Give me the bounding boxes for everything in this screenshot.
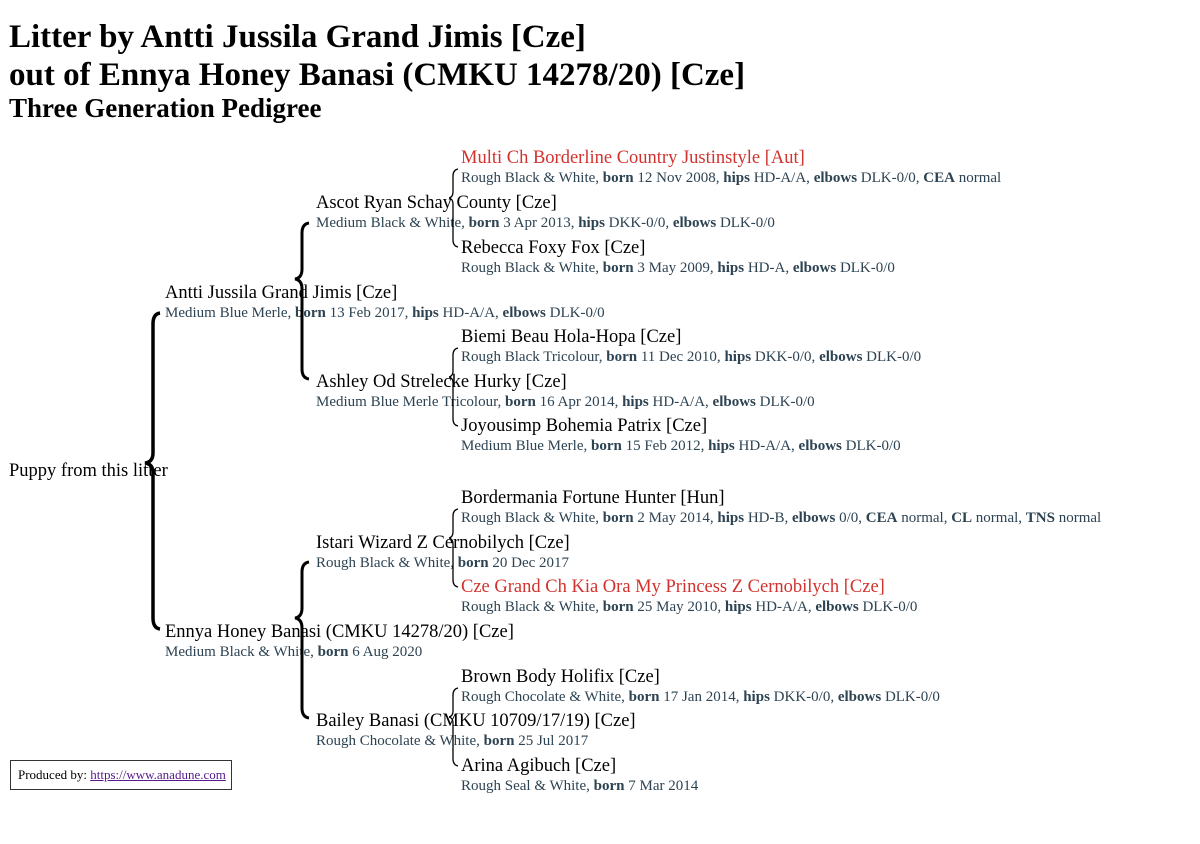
pedigree-entry-sire-sire-dam	[461, 237, 895, 277]
dog-name[interactable]: Biemi Beau Hola-Hopa [Cze]	[461, 327, 682, 347]
pedigree-entry-sire-sire	[316, 192, 775, 232]
dog-name[interactable]: Ascot Ryan Schay County [Cze]	[316, 193, 557, 213]
dog-details: Medium Blue Merle Tricolour, born 16 Apr 2014, hips HD-A/A, elbows DLK-0/0	[316, 394, 815, 410]
dog-name[interactable]: Bailey Banasi (CMKU 10709/17/19) [Cze]	[316, 711, 636, 731]
title-line-1: Litter by Antti Jussila Grand Jimis [Cze]	[9, 19, 586, 55]
pedigree-entry-dam-sire	[316, 532, 570, 572]
produced-by-box	[10, 760, 232, 790]
dog-details: Medium Blue Merle, born 15 Feb 2012, hips HD-A/A, elbows DLK-0/0	[461, 438, 901, 454]
dog-details: Rough Black Tricolour, born 11 Dec 2010, hips DKK-0/0, elbows DLK-0/0	[461, 349, 922, 365]
pedigree-entry-dam-sire-dam	[461, 576, 917, 616]
brace-dam-dam-parents	[449, 687, 459, 767]
dog-details: Rough Black & White, born 20 Dec 2017	[316, 555, 570, 571]
producer-link[interactable]: https://www.anadune.com	[90, 767, 226, 782]
brace-sire-dam-parents	[449, 347, 459, 427]
dog-details: Rough Black & White, born 12 Nov 2008, hips HD-A/A, elbows DLK-0/0, CEA normal	[461, 170, 1002, 186]
dog-name[interactable]: Rebecca Foxy Fox [Cze]	[461, 238, 646, 258]
dog-details: Medium Black & White, born 6 Aug 2020	[165, 644, 423, 660]
produced-by-label: Produced by:	[18, 767, 87, 782]
dog-name[interactable]: Arina Agibuch [Cze]	[461, 756, 617, 776]
dog-name[interactable]: Brown Body Holifix [Cze]	[461, 667, 660, 687]
pedigree-entry-sire-dam-sire	[461, 326, 921, 366]
pedigree-entry-dam-dam	[316, 710, 636, 750]
dog-details: Rough Black & White, born 25 May 2010, hips HD-A/A, elbows DLK-0/0	[461, 599, 918, 615]
dog-name[interactable]: Ennya Honey Banasi (CMKU 14278/20) [Cze]	[165, 622, 514, 642]
dog-details: Rough Chocolate & White, born 17 Jan 2014, hips DKK-0/0, elbows DLK-0/0	[461, 689, 940, 705]
dog-name[interactable]: Ashley Od Strelecke Hurky [Cze]	[316, 372, 567, 392]
pedigree-entry-dam	[165, 621, 514, 661]
title-line-2: out of Ennya Honey Banasi (CMKU 14278/20) [Cze]	[9, 57, 746, 93]
pedigree-entry-sire-dam	[316, 371, 815, 411]
puppy-label: Puppy from this litter	[9, 461, 168, 481]
brace-sire-sire-parents	[449, 168, 459, 248]
pedigree-entry-sire-dam-dam	[461, 415, 901, 455]
dog-name-champion[interactable]: Cze Grand Ch Kia Ora My Princess Z Cernobilych [Cze]	[461, 577, 885, 597]
pedigree-entry-dam-dam-dam	[461, 755, 698, 795]
page-subtitle: Three Generation Pedigree	[9, 93, 322, 123]
dog-details: Rough Chocolate & White, born 25 Jul 2017	[316, 733, 589, 749]
brace-dam-parents	[294, 560, 310, 720]
dog-details: Medium Blue Merle, born 13 Feb 2017, hips HD-A/A, elbows DLK-0/0	[165, 305, 605, 321]
pedigree-entry-dam-dam-sire	[461, 666, 940, 706]
brace-sire-parents	[294, 221, 310, 381]
brace-dam-sire-parents	[449, 508, 459, 588]
dog-details: Medium Black & White, born 3 Apr 2013, hips DKK-0/0, elbows DLK-0/0	[316, 215, 775, 231]
dog-name[interactable]: Antti Jussila Grand Jimis [Cze]	[165, 283, 398, 303]
brace-puppy-parents	[143, 310, 161, 632]
dog-name[interactable]: Istari Wizard Z Cernobilych [Cze]	[316, 533, 570, 553]
pedigree-entry-sire-sire-sire	[461, 147, 1001, 187]
dog-details: Rough Seal & White, born 7 Mar 2014	[461, 778, 699, 794]
dog-details: Rough Black & White, born 2 May 2014, hips HD-B, elbows 0/0, CEA normal, CL normal, TNS normal	[461, 510, 1102, 526]
pedigree-entry-sire	[165, 282, 605, 322]
dog-details: Rough Black & White, born 3 May 2009, hips HD-A, elbows DLK-0/0	[461, 260, 895, 276]
dog-name[interactable]: Joyousimp Bohemia Patrix [Cze]	[461, 416, 708, 436]
pedigree-entry-dam-sire-sire	[461, 487, 1101, 527]
dog-name-champion[interactable]: Multi Ch Borderline Country Justinstyle [Aut]	[461, 148, 805, 168]
dog-name[interactable]: Bordermania Fortune Hunter [Hun]	[461, 488, 725, 508]
